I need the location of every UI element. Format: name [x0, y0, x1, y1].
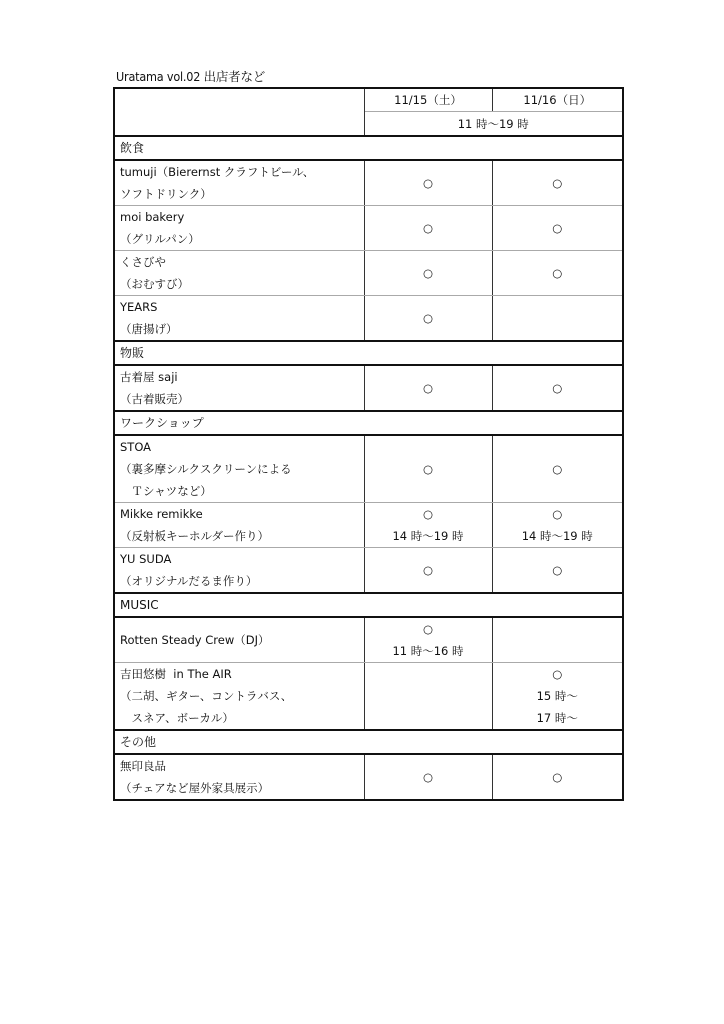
day2-cell-line: 15 時～: [536, 689, 578, 703]
vendor-name-cell: [114, 435, 364, 503]
vendor-name-cell: [114, 160, 364, 206]
vendor-name-cell-line: 吉田悠樹 in The AIR: [120, 667, 232, 681]
day1-cell: [364, 365, 492, 411]
day2-cell: [492, 503, 623, 548]
section-row: [114, 593, 623, 617]
document-title: Uratama vol.02 出店者など: [116, 69, 266, 84]
vendor-name-cell-line: （オリジナルだるま作り）: [120, 574, 258, 588]
vendor-name-cell: [114, 251, 364, 296]
section-row: [114, 136, 623, 160]
day1-cell-line: ○: [422, 770, 434, 784]
day1-cell-line: ○: [422, 176, 434, 190]
vendor-name-cell-line: STOA: [120, 440, 152, 454]
header-day-1: 11/15（土）: [364, 88, 492, 112]
vendor-row: [114, 617, 623, 663]
section-heading: 飲食: [114, 136, 623, 160]
vendor-name-cell-line: （グリルパン）: [120, 232, 200, 246]
day1-cell: [364, 503, 492, 548]
day2-cell: [492, 160, 623, 206]
day1-cell-line: ○: [422, 462, 434, 476]
day2-cell: [492, 663, 623, 731]
vendor-table: [113, 87, 624, 801]
day2-cell: [492, 754, 623, 800]
vendor-name-cell-line: スネア、ボーカル）: [120, 711, 234, 725]
day2-cell-line: ○: [552, 381, 563, 395]
vendor-row: [114, 663, 623, 731]
vendor-row: [114, 503, 623, 548]
day1-cell-line: ○: [422, 507, 434, 521]
header-empty-cell: [114, 88, 364, 136]
vendor-name-cell-line: tumuji（Bierernst クラフトビール、: [120, 165, 315, 179]
vendor-name-cell: [114, 663, 364, 731]
vendor-name-cell-line: moi bakery: [120, 210, 185, 224]
vendor-name-cell: [114, 296, 364, 342]
section-heading: その他: [114, 730, 623, 754]
day2-cell-line: ○: [552, 563, 563, 577]
section-row: [114, 341, 623, 365]
day2-cell-line: ○: [552, 667, 563, 681]
vendor-row: [114, 435, 623, 503]
day1-cell: [364, 206, 492, 251]
day1-cell: [364, 296, 492, 342]
day2-cell-line: ○: [552, 266, 563, 280]
vendor-name-cell: [114, 365, 364, 411]
day2-cell: [492, 435, 623, 503]
vendor-name-cell-line: （反射板キーホルダー作り）: [120, 529, 270, 543]
vendor-row: [114, 160, 623, 206]
vendor-row: [114, 296, 623, 342]
vendor-row: [114, 206, 623, 251]
vendor-name-cell-line: YU SUDA: [120, 552, 172, 566]
vendor-row: [114, 251, 623, 296]
vendor-name-cell: [114, 503, 364, 548]
header-day-2: 11/16（日）: [492, 88, 623, 112]
day2-cell: [492, 365, 623, 411]
day1-cell-line: 11 時～16 時: [392, 644, 464, 658]
vendor-row: [114, 365, 623, 411]
day1-cell-line: ○: [422, 266, 434, 280]
day1-cell: [364, 160, 492, 206]
day1-cell-line: ○: [422, 381, 434, 395]
vendor-name-cell-line: Ｔシャツなど）: [120, 484, 212, 498]
day1-cell: [364, 663, 492, 731]
vendor-name-cell-line: 古着屋 saji: [120, 370, 178, 384]
day1-cell-line: ○: [422, 311, 434, 325]
vendor-name-cell-line: 無印良品: [120, 759, 166, 773]
section-row: [114, 730, 623, 754]
vendor-name-cell-line: （裏多摩シルクスクリーンによる: [120, 462, 292, 476]
vendor-name-cell-line: Mikke remikke: [120, 507, 203, 521]
vendor-name-cell-line: くさびや: [120, 255, 166, 269]
day1-cell: [364, 435, 492, 503]
header-row-dates: [114, 88, 623, 112]
day1-cell: [364, 251, 492, 296]
day2-cell: [492, 206, 623, 251]
day1-cell-line: ○: [422, 563, 434, 577]
day2-cell-line: ○: [552, 770, 563, 784]
day2-cell-line: ○: [552, 507, 563, 521]
day2-cell-line: ○: [552, 462, 563, 476]
day1-cell: [364, 617, 492, 663]
vendor-row: [114, 548, 623, 594]
day2-cell: [492, 251, 623, 296]
section-heading: ワークショップ: [114, 411, 623, 435]
day2-cell-line: ○: [552, 221, 563, 235]
day2-cell-line: 17 時～: [536, 711, 578, 725]
vendor-name-cell-line: YEARS: [120, 300, 158, 314]
vendor-name-cell: [114, 548, 364, 594]
vendor-name-cell-line: Rotten Steady Crew（DJ）: [120, 633, 270, 647]
vendor-name-cell: [114, 754, 364, 800]
day1-cell: [364, 754, 492, 800]
section-heading: 物販: [114, 341, 623, 365]
header-hours: 11 時～19 時: [364, 112, 623, 137]
day2-cell-line: ○: [552, 176, 563, 190]
day1-cell-line: ○: [422, 221, 434, 235]
vendor-name-cell: [114, 617, 364, 663]
day2-cell: [492, 617, 623, 663]
day1-cell: [364, 548, 492, 594]
vendor-row: [114, 754, 623, 800]
day1-cell-line: ○: [422, 622, 434, 636]
vendor-name-cell-line: （チェアなど屋外家具展示）: [120, 781, 270, 795]
day1-cell-line: 14 時～19 時: [392, 529, 464, 543]
day2-cell: [492, 296, 623, 342]
vendor-name-cell-line: ソフトドリンク）: [120, 187, 212, 201]
day2-cell-line: 14 時～19 時: [521, 529, 593, 543]
vendor-name-cell: [114, 206, 364, 251]
vendor-name-cell-line: （二胡、ギター、コントラバス、: [120, 689, 293, 703]
section-heading: MUSIC: [114, 593, 623, 617]
section-row: [114, 411, 623, 435]
vendor-name-cell-line: （唐揚げ）: [120, 322, 178, 336]
vendor-name-cell-line: （おむすび）: [120, 277, 189, 291]
vendor-name-cell-line: （古着販売）: [120, 392, 189, 406]
day2-cell: [492, 548, 623, 594]
